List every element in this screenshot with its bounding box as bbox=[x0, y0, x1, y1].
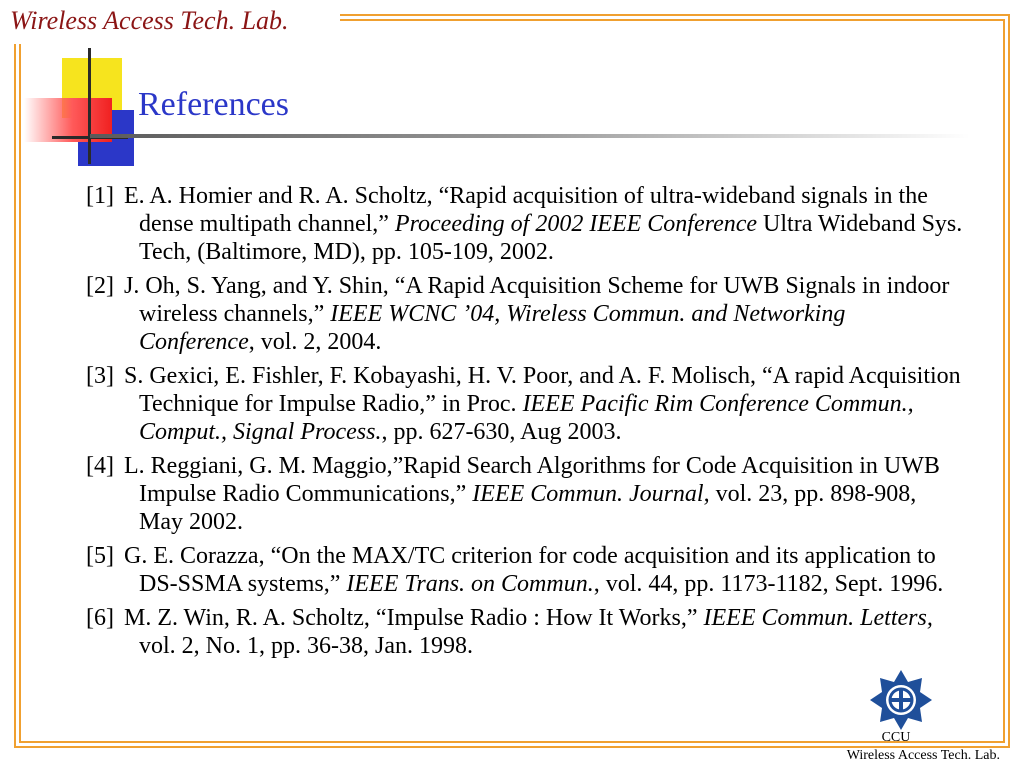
reference-text: M. Z. Win, R. A. Scholtz, “Impulse Radio : How It Works,” bbox=[123, 605, 704, 631]
reference-venue: IEEE Commun. Letters, bbox=[703, 605, 933, 631]
reference-item bbox=[86, 272, 966, 356]
lab-title: Wireless Access Tech. Lab. bbox=[10, 6, 289, 35]
slide-title: References bbox=[138, 86, 290, 123]
reference-text: G. E. Corazza, “On the MAX/TC criterion for code acquisition and its application to DS-SSMA systems,” bbox=[123, 543, 936, 597]
reference-venue: IEEE WCNC ’04, Wireless Commun. and Networking Conference bbox=[139, 301, 846, 355]
reference-number: [4] bbox=[86, 453, 114, 479]
ccu-logo-icon bbox=[868, 668, 934, 732]
reference-item bbox=[86, 182, 966, 266]
title-underline bbox=[90, 134, 970, 138]
reference-item bbox=[86, 362, 966, 446]
reference-details: vol. 23, pp. 898-908, May 2002. bbox=[139, 481, 917, 535]
reference-number: [5] bbox=[86, 543, 114, 569]
reference-number: [2] bbox=[86, 273, 114, 299]
reference-item bbox=[86, 604, 966, 660]
reference-item bbox=[86, 542, 966, 598]
reference-details: vol. 2, No. 1, pp. 36-38, Jan. 1998. bbox=[139, 633, 473, 659]
reference-text: S. Gexici, E. Fishler, F. Kobayashi, H. V. Poor, and A. F. Molisch, “A rapid Acquisition Technique for Impulse Radio,” in Proc. bbox=[123, 363, 961, 417]
logo-caption: CCU bbox=[881, 730, 911, 745]
reference-text: L. Reggiani, G. M. Maggio,”Rapid Search Algorithms for Code Acquisition in UWB Impulse Radio Communications,” bbox=[123, 453, 940, 507]
reference-details: , vol. 44, pp. 1173-1182, Sept. 1996. bbox=[593, 571, 944, 597]
reference-text: E. A. Homier and R. A. Scholtz, “Rapid acquisition of ultra-wideband signals in the dense multipath channel,” bbox=[123, 183, 928, 237]
reference-text: J. Oh, S. Yang, and Y. Shin, “A Rapid Acquisition Scheme for UWB Signals in indoor wireless channels,” bbox=[123, 273, 950, 327]
reference-details: Ultra Wideband Sys. Tech, (Baltimore, MD), pp. 105-109, 2002. bbox=[139, 211, 963, 265]
decor-vertical-line bbox=[88, 48, 91, 164]
reference-venue: IEEE Commun. Journal, bbox=[472, 481, 710, 507]
reference-details: , pp. 627-630, Aug 2003. bbox=[381, 419, 622, 445]
footer-lab-name: Wireless Access Tech. Lab. bbox=[846, 748, 1000, 763]
reference-venue: Proceeding of 2002 IEEE Conference bbox=[394, 211, 758, 237]
reference-number: [1] bbox=[86, 183, 114, 209]
reference-venue: IEEE Trans. on Commun. bbox=[346, 571, 594, 597]
reference-item bbox=[86, 452, 966, 536]
reference-details: , vol. 2, 2004. bbox=[248, 329, 382, 355]
reference-number: [6] bbox=[86, 605, 114, 631]
reference-number: [3] bbox=[86, 363, 114, 389]
reference-list bbox=[86, 182, 966, 666]
reference-venue: IEEE Pacific Rim Conference Commun., Comput., Signal Process. bbox=[139, 391, 914, 445]
